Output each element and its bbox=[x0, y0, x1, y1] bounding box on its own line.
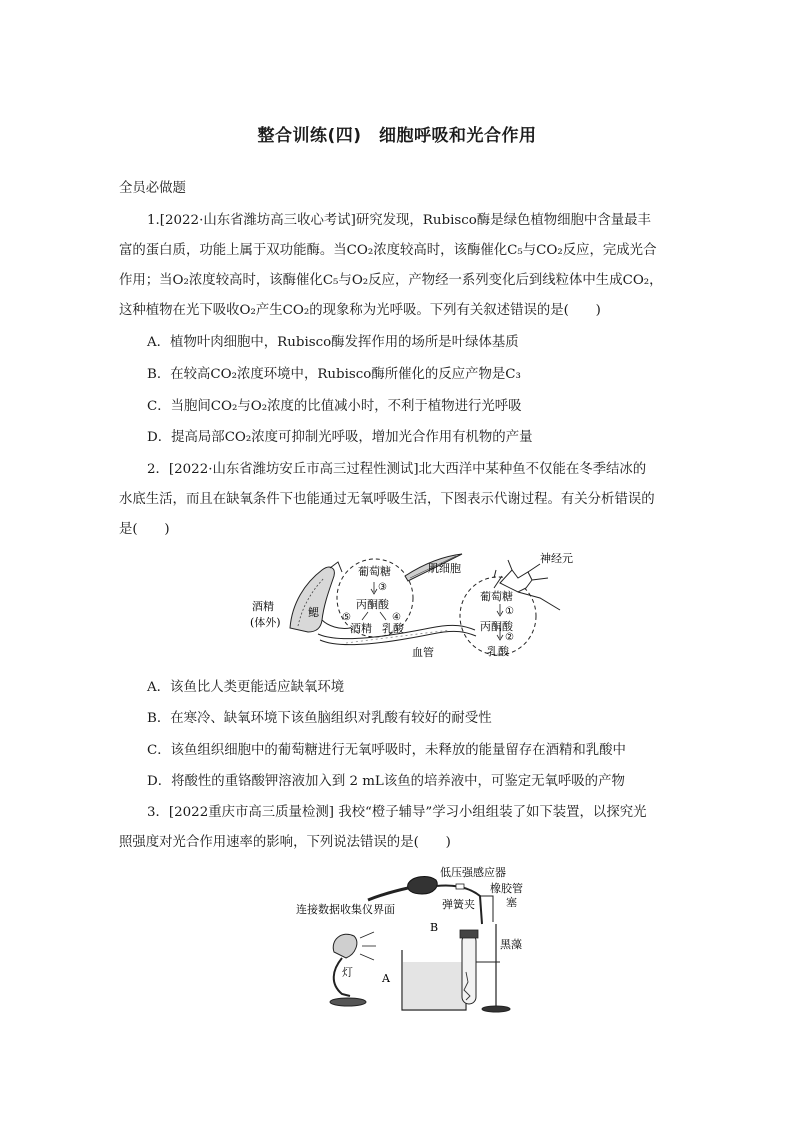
label-b: B bbox=[430, 921, 439, 934]
q2-stem-line-3: 是( ) bbox=[119, 522, 170, 537]
apparatus-figure bbox=[290, 862, 530, 1020]
label-step-4: ④ bbox=[392, 612, 401, 623]
q2-stem-line-1: 2．[2022·山东省潍坊安丘市高三过程性测试]北大西洋中某种鱼不仅能在冬季结冰的 bbox=[147, 462, 647, 477]
q1-option-a: A．植物叶肉细胞中，Rubisco酶发挥作用的场所是叶绿体基质 bbox=[147, 335, 519, 350]
q3-stem-line-1: 3．[2022重庆市高三质量检测] 我校“橙子辅导”学习小组组装了如下装置，以探究光 bbox=[147, 805, 647, 820]
page-title: 整合训练(四) 细胞呼吸和光合作用 bbox=[257, 126, 537, 146]
label-glucose-muscle: 葡萄糖 bbox=[358, 565, 391, 578]
label-lamp: 灯 bbox=[342, 966, 353, 979]
label-step-2: ② bbox=[505, 632, 514, 643]
label-step-3: ③ bbox=[378, 582, 387, 593]
label-alcohol: 酒精 bbox=[252, 600, 274, 613]
q1-stem-line-1: 1.[2022·山东省潍坊高三收心考试]研究发现，Rubisco酶是绿色植物细胞中含量最丰 bbox=[147, 213, 651, 228]
label-pyruvate-neuron: 丙酮酸 bbox=[480, 620, 513, 633]
label-a: A bbox=[382, 972, 390, 985]
label-gill: 鳃 bbox=[308, 606, 319, 619]
label-pyruvate-muscle: 丙酮酸 bbox=[356, 598, 389, 611]
section-heading: 全员必做题 bbox=[119, 181, 186, 196]
label-pressure-sensor: 低压强感应器 bbox=[440, 866, 506, 879]
label-data-collector: 连接数据收集仪界面 bbox=[296, 903, 395, 916]
label-step-5: ⑤ bbox=[342, 612, 351, 623]
label-muscle-cell: 肌细胞 bbox=[428, 562, 461, 575]
q2-option-c: C．该鱼组织细胞中的葡萄糖进行无氧呼吸时，未释放的能量留存在酒精和乳酸中 bbox=[147, 743, 626, 758]
fish-metabolism-figure bbox=[250, 548, 580, 663]
label-hydrilla: 黑藻 bbox=[500, 938, 522, 951]
q1-option-d: D．提高局部CO₂浓度可抑制光呼吸，增加光合作用有机物的产量 bbox=[147, 430, 533, 445]
q2-option-a: A．该鱼比人类更能适应缺氧环境 bbox=[147, 680, 345, 695]
q1-stem-line-4: 这种植物在光下吸收O₂产生CO₂的现象称为光呼吸。下列有关叙述错误的是( ) bbox=[119, 303, 601, 318]
q1-stem-line-3: 作用；当O₂浓度较高时，该酶催化C₅与O₂反应，产物经一系列变化后到线粒体中生成CO₂， bbox=[119, 273, 663, 288]
q3-stem-line-2: 照强度对光合作用速率的影响，下列说法错误的是( ) bbox=[119, 835, 451, 850]
label-step-1: ① bbox=[505, 606, 514, 617]
label-glucose-neuron: 葡萄糖 bbox=[480, 590, 513, 603]
q1-option-c: C．当胞间CO₂与O₂浓度的比值减小时，不利于植物进行光呼吸 bbox=[147, 399, 522, 414]
label-blood-vessel: 血管 bbox=[412, 646, 434, 659]
label-plug: 塞 bbox=[506, 896, 517, 909]
q2-option-b: B．在寒冷、缺氧环境下该鱼脑组织对乳酸有较好的耐受性 bbox=[147, 711, 492, 726]
label-outside-body: (体外) bbox=[250, 616, 281, 629]
q1-option-b: B．在较高CO₂浓度环境中，Rubisco酶所催化的反应产物是C₃ bbox=[147, 367, 521, 382]
label-neuron: 神经元 bbox=[540, 552, 573, 565]
label-rubber-tube: 橡胶管 bbox=[490, 882, 523, 895]
q1-stem-line-2: 富的蛋白质，功能上属于双功能酶。当CO₂浓度较高时，该酶催化C₅与CO₂反应，完成光合 bbox=[119, 243, 657, 258]
label-alcohol-muscle: 酒精 bbox=[350, 622, 372, 635]
q2-option-d: D．将酸性的重铬酸钾溶液加入到 2 mL该鱼的培养液中，可鉴定无氧呼吸的产物 bbox=[147, 774, 625, 789]
label-spring-clip: 弹簧夹 bbox=[442, 898, 475, 911]
label-lactate-neuron: 乳酸 bbox=[487, 645, 509, 658]
q2-stem-line-2: 水底生活，而且在缺氧条件下也能通过无氧呼吸生活，下图表示代谢过程。有关分析错误的 bbox=[119, 492, 655, 507]
label-lactate-muscle: 乳酸 bbox=[382, 622, 404, 635]
